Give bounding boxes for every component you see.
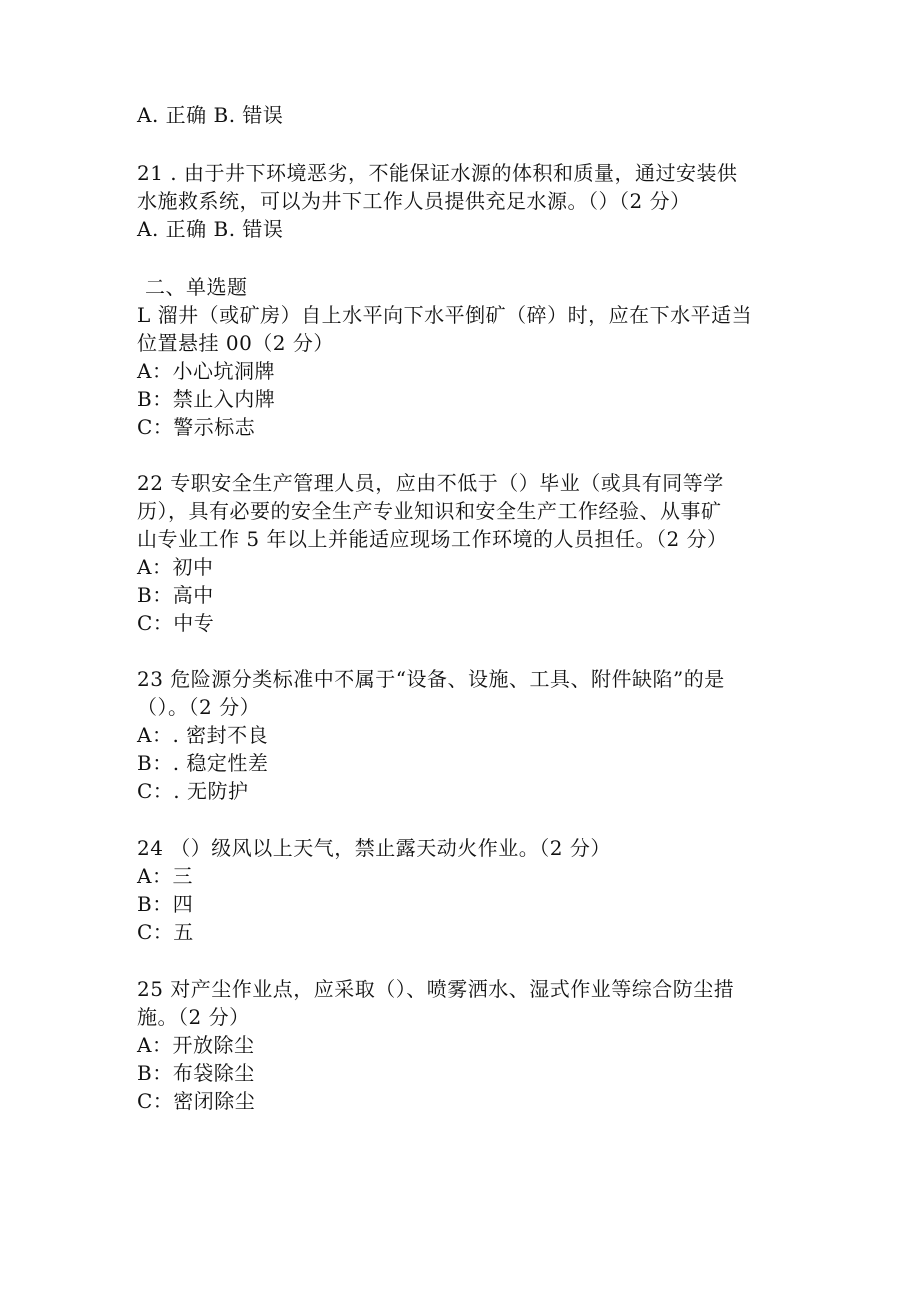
q24-text-line-1: 24 （）级风以上天气，禁止露天动火作业。（2 分）	[137, 836, 611, 860]
section-heading-single-choice: 二、单选题	[145, 275, 248, 299]
q1-text-line-2: 位置悬挂 00（2 分）	[137, 331, 334, 355]
q25-option-a: A：开放除尘	[137, 1033, 255, 1057]
q1-option-b: B：禁止入内牌	[137, 387, 276, 411]
q22-text-line-1: 22 专职安全生产管理人员，应由不低于（）毕业（或具有同等学	[137, 471, 724, 495]
q1-option-c: C：警示标志	[137, 415, 256, 439]
q21-text-line-1: 21 . 由于井下环境恶劣，不能保证水源的体积和质量，通过安装供	[137, 161, 738, 185]
q23-option-b: B：. 稳定性差	[137, 751, 269, 775]
q25-option-c: C：密闭除尘	[137, 1089, 256, 1113]
q21-text-line-2: 水施救系统，可以为井下工作人员提供充足水源。（）（2 分）	[137, 189, 691, 213]
q1-text-line-1: L 溜井（或矿房）自上水平向下水平倒矿（碎）时，应在下水平适当	[137, 303, 753, 327]
q21-answer-options: A. 正确 B. 错误	[137, 217, 284, 241]
q25-option-b: B：布袋除尘	[137, 1061, 255, 1085]
q22-text-line-2: 历），具有必要的安全生产专业知识和安全生产工作经验、从事矿	[137, 499, 722, 523]
q24-option-a: A：三	[137, 864, 193, 888]
q24-option-b: B：四	[137, 892, 194, 916]
q22-option-c: C：中专	[137, 611, 215, 635]
q23-text-line-1: 23 危险源分类标准中不属于“设备、设施、工具、附件缺陷”的是	[137, 667, 725, 691]
q23-text-line-2: （）。（2 分）	[137, 695, 261, 719]
q25-text-line-2: 施。（2 分）	[137, 1005, 250, 1029]
q24-option-c: C：五	[137, 920, 194, 944]
q25-text-line-1: 25 对产尘作业点，应采取（）、喷雾洒水、湿式作业等综合防尘措	[137, 977, 735, 1001]
q1-option-a: A：小心坑洞牌	[137, 359, 275, 383]
q22-text-line-3: 山专业工作 5 年以上并能适应现场工作环境的人员担任。（2 分）	[137, 527, 728, 551]
q22-option-a: A：初中	[137, 555, 214, 579]
q23-option-a: A：. 密封不良	[137, 723, 269, 747]
q23-option-c: C：. 无防护	[137, 779, 249, 803]
q22-option-b: B：高中	[137, 583, 214, 607]
q20-answer-options: A. 正确 B. 错误	[137, 103, 284, 127]
